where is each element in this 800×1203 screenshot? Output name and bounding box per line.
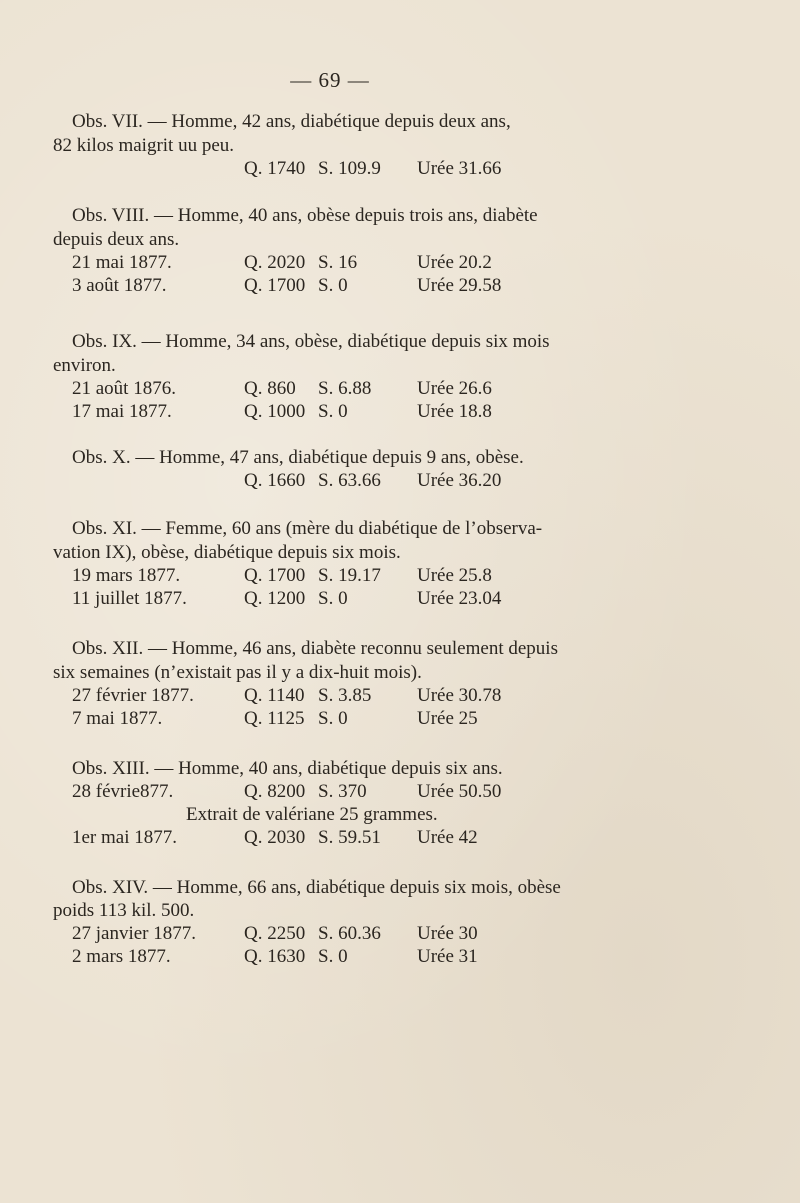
- row-s: S. 0: [318, 588, 348, 609]
- row-date: 19 mars 1877.: [72, 565, 181, 586]
- row-q: Q. 2020: [244, 252, 306, 273]
- row-uree: Urée 26.6: [417, 378, 492, 399]
- row-uree: Urée 25.8: [417, 565, 492, 586]
- row-s: S. 109.9: [318, 158, 381, 179]
- row-date: 3 août 1877.: [72, 275, 167, 296]
- obs-text: environ.: [53, 355, 116, 376]
- row-s: S. 60.36: [318, 923, 381, 944]
- row-date: 17 mai 1877.: [72, 401, 172, 422]
- row-s: S. 6.88: [318, 378, 372, 399]
- row-q: Q. 860: [244, 378, 296, 399]
- row-q: Q. 2030: [244, 827, 306, 848]
- row-s: S. 19.17: [318, 565, 381, 586]
- row-q: Q. 1700: [244, 275, 306, 296]
- obs-heading: Obs. XIV. — Homme, 66 ans, diabétique depuis six mois, obèse: [72, 877, 561, 898]
- row-uree: Urée 42: [417, 827, 478, 848]
- row-date: 2 mars 1877.: [72, 946, 171, 967]
- row-s: S. 0: [318, 401, 348, 422]
- obs-text: vation IX), obèse, diabétique depuis six mois.: [53, 542, 401, 563]
- obs-heading: Obs. VIII. — Homme, 40 ans, obèse depuis trois ans, diabète: [72, 205, 538, 226]
- row-date: 11 juillet 1877.: [72, 588, 187, 609]
- row-uree: Urée 29.58: [417, 275, 502, 296]
- obs-heading: Obs. IX. — Homme, 34 ans, obèse, diabétique depuis six mois: [72, 331, 550, 352]
- row-s: S. 370: [318, 781, 367, 802]
- obs-heading: Obs. XII. — Homme, 46 ans, diabète reconnu seulement depuis: [72, 638, 558, 659]
- row-date: 1er mai 1877.: [72, 827, 178, 848]
- row-q: Q. 1740: [244, 158, 306, 179]
- row-s: S. 0: [318, 275, 348, 296]
- row-uree: Urée 25: [417, 708, 478, 729]
- row-date: 21 août 1876.: [72, 378, 176, 399]
- row-q: Q. 1660: [244, 470, 306, 491]
- obs-text: depuis deux ans.: [53, 229, 180, 250]
- obs-text: six semaines (n’existait pas il y a dix-huit mois).: [53, 662, 422, 683]
- row-uree: Urée 30.78: [417, 685, 502, 706]
- obs-heading: Obs. XIII. — Homme, 40 ans, diabétique depuis six ans.: [72, 758, 503, 779]
- row-q: Q. 8200: [244, 781, 306, 802]
- row-uree: Urée 31.66: [417, 158, 502, 179]
- row-date: 27 février 1877.: [72, 685, 194, 706]
- obs-heading: Obs. X. — Homme, 47 ans, diabétique depuis 9 ans, obèse.: [72, 447, 524, 468]
- row-uree: Urée 20.2: [417, 252, 492, 273]
- row-uree: Urée 50.50: [417, 781, 502, 802]
- row-q: Q. 1700: [244, 565, 306, 586]
- row-date: 7 mai 1877.: [72, 708, 163, 729]
- row-date: 27 janvier 1877.: [72, 923, 197, 944]
- row-uree: Urée 23.04: [417, 588, 502, 609]
- row-uree: Urée 18.8: [417, 401, 492, 422]
- row-uree: Urée 30: [417, 923, 478, 944]
- obs-heading: Obs. VII. — Homme, 42 ans, diabétique depuis deux ans,: [72, 111, 511, 132]
- obs-text: poids 113 kil. 500.: [53, 900, 195, 921]
- row-q: Q. 1140: [244, 685, 305, 706]
- row-q: Q. 2250: [244, 923, 306, 944]
- row-s: S. 59.51: [318, 827, 381, 848]
- row-uree: Urée 36.20: [417, 470, 502, 491]
- page-number: — 69 —: [290, 68, 370, 92]
- row-q: Q. 1125: [244, 708, 305, 729]
- row-uree: Urée 31: [417, 946, 478, 967]
- obs-note: Extrait de valériane 25 grammes.: [186, 804, 438, 825]
- row-s: S. 3.85: [318, 685, 372, 706]
- obs-text: 82 kilos maigrit uu peu.: [53, 135, 235, 156]
- row-q: Q. 1000: [244, 401, 306, 422]
- row-s: S. 63.66: [318, 470, 381, 491]
- row-q: Q. 1630: [244, 946, 306, 967]
- row-q: Q. 1200: [244, 588, 306, 609]
- row-s: S. 0: [318, 946, 348, 967]
- row-date: 21 mai 1877.: [72, 252, 172, 273]
- row-s: S. 0: [318, 708, 348, 729]
- obs-heading: Obs. XI. — Femme, 60 ans (mère du diabétique de l’observa-: [72, 518, 543, 539]
- row-s: S. 16: [318, 252, 358, 273]
- row-date: 28 févrie877.: [72, 781, 174, 802]
